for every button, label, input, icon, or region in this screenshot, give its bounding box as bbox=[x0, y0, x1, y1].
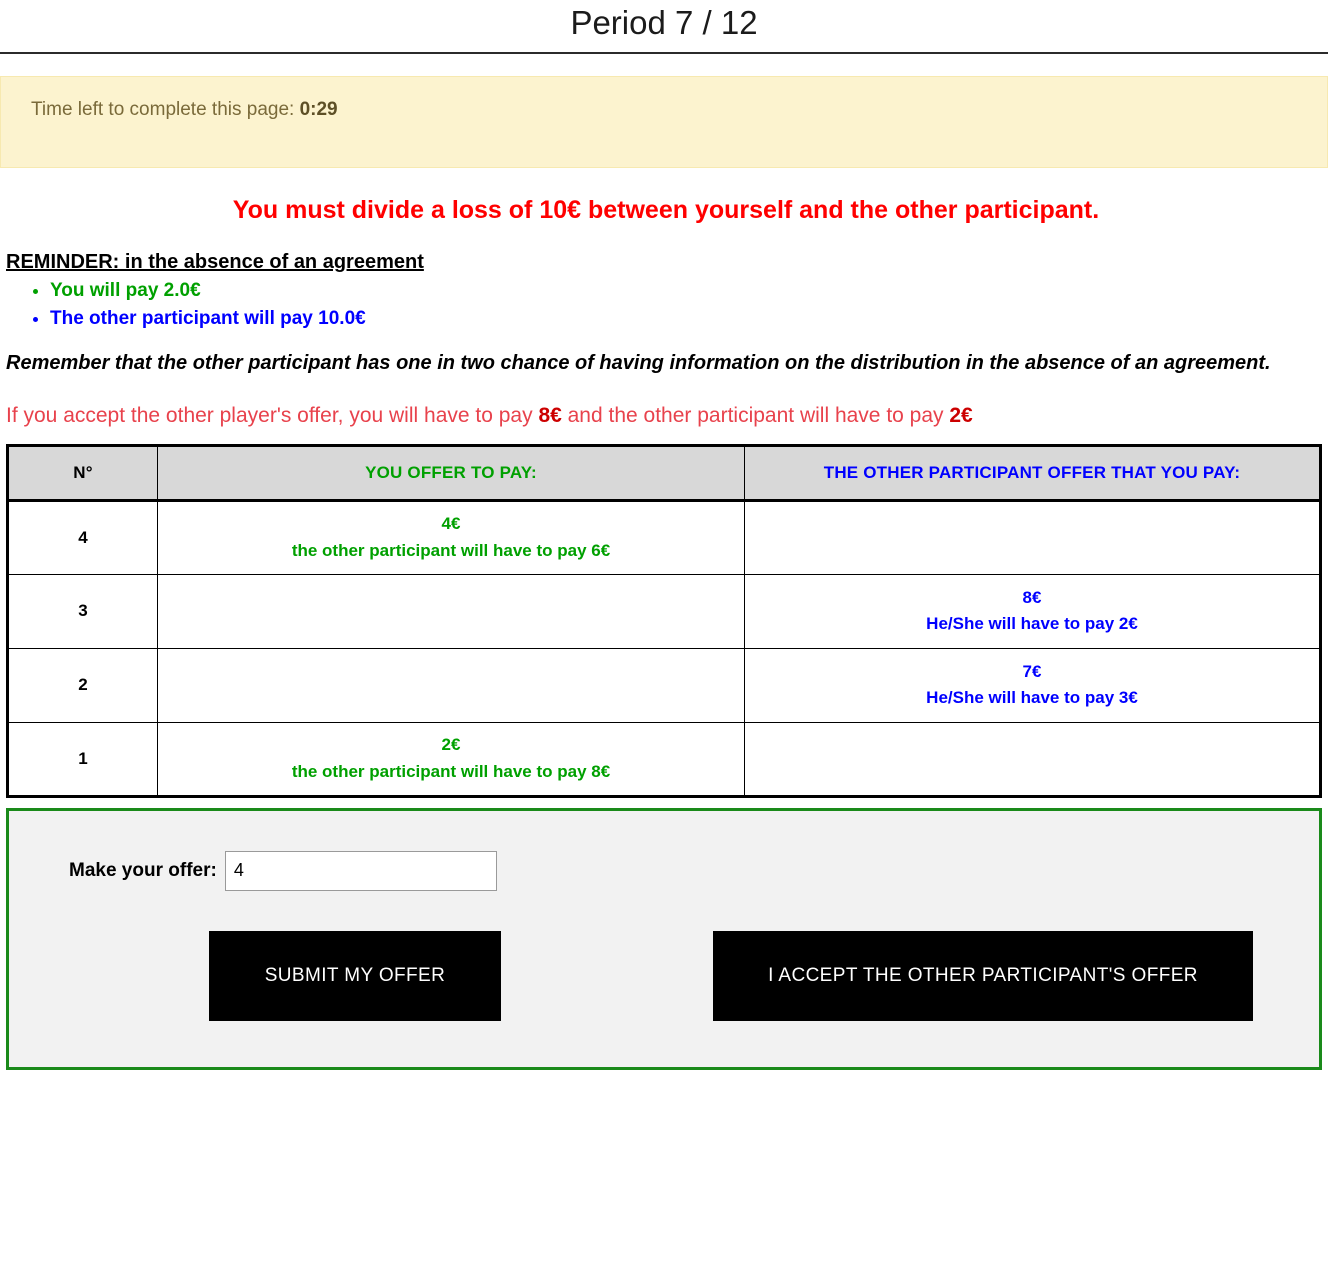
information-note: Remember that the other participant has one in two chance of having information on the distribution in the absence of an agreement. bbox=[6, 352, 1271, 374]
reminder-heading: REMINDER: in the absence of an agreement bbox=[6, 251, 424, 273]
header-other-offer: THE OTHER PARTICIPANT OFFER THAT YOU PAY: bbox=[745, 445, 1321, 500]
timer-value: 0:29 bbox=[299, 99, 338, 120]
you-offer-detail: the other participant will have to pay 8€ bbox=[291, 761, 611, 781]
offer-buttons-row bbox=[9, 931, 1319, 1021]
table-header-row bbox=[8, 445, 1321, 500]
row-you-offer bbox=[158, 648, 745, 722]
accept-note-you-amount: 8€ bbox=[538, 404, 562, 427]
offer-input-label: Make your offer: bbox=[69, 859, 217, 881]
table-row bbox=[8, 574, 1321, 648]
offers-table-body bbox=[8, 500, 1321, 796]
loss-instruction: You must divide a loss of 10€ between yourself and the other participant. bbox=[232, 196, 1100, 224]
timer-label: Time left to complete this page: bbox=[31, 99, 295, 120]
accept-note-part1: If you accept the other player's offer, you will have to pay bbox=[6, 404, 539, 427]
row-other-offer bbox=[745, 648, 1321, 722]
offer-form bbox=[6, 808, 1322, 1070]
row-other-offer bbox=[745, 722, 1321, 796]
accept-note-other-amount: 2€ bbox=[949, 404, 973, 427]
page-title: Period 7 / 12 bbox=[0, 0, 1328, 54]
table-row bbox=[8, 722, 1321, 796]
row-other-offer bbox=[745, 574, 1321, 648]
accept-offer-note bbox=[6, 400, 1322, 432]
accept-offer-button[interactable]: I ACCEPT THE OTHER PARTICIPANT'S OFFER bbox=[713, 931, 1253, 1021]
you-offer-amount: 4€ bbox=[441, 514, 461, 534]
table-row bbox=[8, 648, 1321, 722]
row-number: 4 bbox=[8, 500, 158, 574]
row-other-offer bbox=[745, 500, 1321, 574]
table-row bbox=[8, 500, 1321, 574]
reminder-list bbox=[6, 280, 1322, 330]
offers-table bbox=[6, 444, 1322, 798]
main-content bbox=[0, 196, 1328, 1070]
you-offer-amount: 2€ bbox=[441, 735, 461, 755]
timer-banner bbox=[0, 76, 1328, 168]
other-offer-detail: He/She will have to pay 3€ bbox=[926, 688, 1138, 707]
other-offer-amount: 7€ bbox=[1022, 661, 1042, 681]
row-number: 3 bbox=[8, 574, 158, 648]
offers-table-head bbox=[8, 445, 1321, 500]
offer-input[interactable] bbox=[225, 851, 497, 891]
list-item: • You will pay 2.0€ bbox=[50, 280, 1322, 302]
other-offer-detail: He/She will have to pay 2€ bbox=[926, 614, 1138, 633]
row-number: 1 bbox=[8, 722, 158, 796]
list-item: • The other participant will pay 10.0€ bbox=[50, 308, 1322, 330]
header-you-offer: YOU OFFER TO PAY: bbox=[158, 445, 745, 500]
header-number: N° bbox=[8, 445, 158, 500]
offer-input-row bbox=[9, 851, 1319, 891]
row-you-offer bbox=[158, 722, 745, 796]
row-you-offer bbox=[158, 500, 745, 574]
submit-offer-button[interactable]: SUBMIT MY OFFER bbox=[209, 931, 501, 1021]
other-offer-amount: 8€ bbox=[1022, 587, 1042, 607]
accept-note-part2: and the other participant will have to pay bbox=[561, 404, 950, 427]
you-offer-detail: the other participant will have to pay 6€ bbox=[291, 540, 611, 560]
row-you-offer bbox=[158, 574, 745, 648]
row-number: 2 bbox=[8, 648, 158, 722]
